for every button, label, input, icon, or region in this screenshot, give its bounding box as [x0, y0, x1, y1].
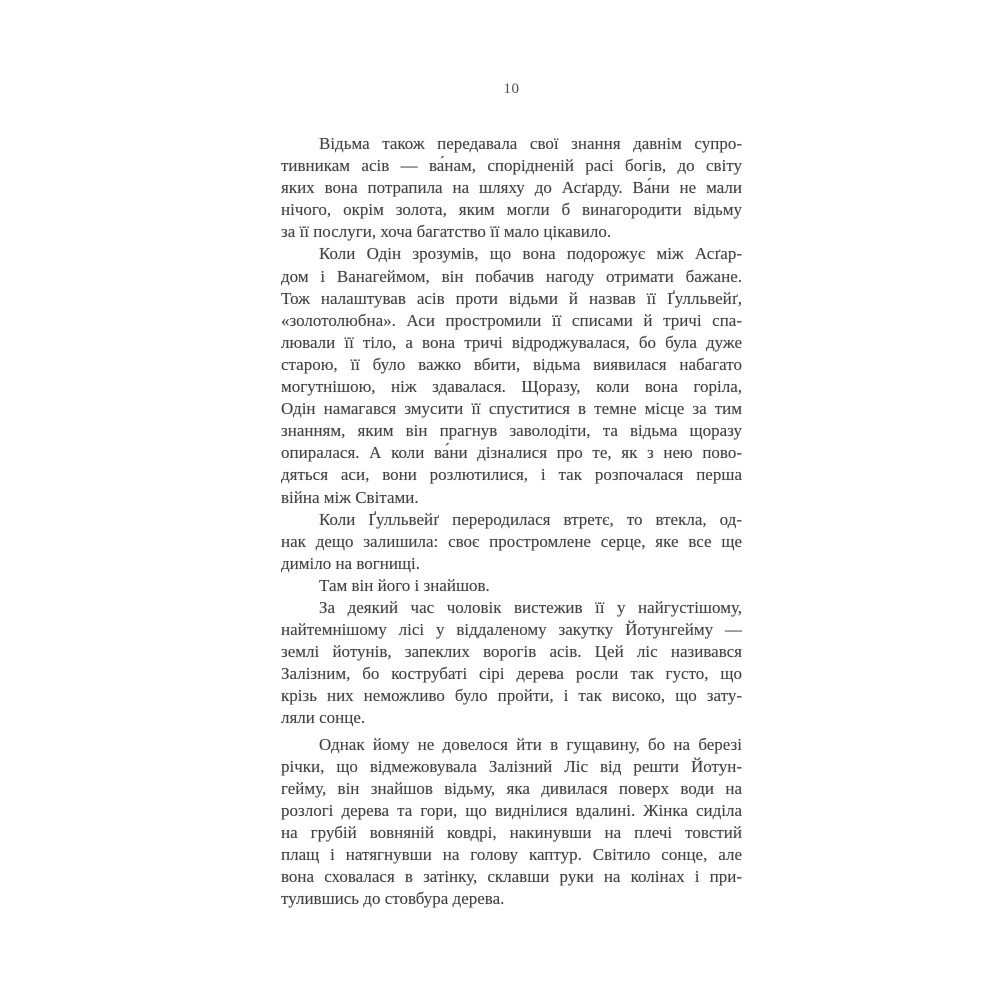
- text-line: «золотолюбна». Аси простромили її списами й тричі спа-: [281, 310, 742, 330]
- text-line: Залізним, бо кострубаті сірі дерева росли так густо, що: [281, 664, 742, 684]
- text-line: дяться аси, вони розлютилися, і так розпочалася перша: [281, 465, 742, 485]
- text-line: дом і Ванагеймом, він побачив нагоду отримати бажане.: [281, 266, 742, 286]
- text-line: тивникам асів — ва́нам, спорідненій расі богів, до світу: [281, 156, 742, 176]
- text-line: лювали її тіло, а вона тричі відроджувалася, бо була дуже: [281, 332, 742, 352]
- paragraph: [281, 133, 742, 243]
- paragraph: [281, 243, 742, 508]
- text-line: знанням, яким він прагнув заволодіти, та відьма щоразу: [281, 421, 742, 441]
- text-line: землі йотунів, запеклих ворогів асів. Цей ліс називався: [281, 642, 742, 662]
- text-line: За деякий час чоловік вистежив її у найгустішому,: [319, 597, 742, 617]
- text-line: Тож налаштував асів проти відьми й назвав її Ґулльвейґ,: [281, 288, 742, 308]
- paragraph: [281, 509, 742, 575]
- text-line: могутнішою, ніж здавалася. Щоразу, коли вона горіла,: [281, 377, 742, 397]
- text-line: диміло на вогнищі.: [281, 553, 420, 573]
- text-line: війна між Світами.: [281, 487, 419, 507]
- text-line: Відьма також передавала свої знання давнім супро-: [319, 134, 742, 153]
- text-line: на грубій вовняній ковдрі, накинувши на плечі товстий: [281, 822, 742, 842]
- text-line: Коли Ґулльвейґ переродилася втретє, то втекла, од-: [319, 509, 742, 529]
- text-line: крізь них неможливо було пройти, і так високо, що зату-: [281, 686, 742, 706]
- text-line: Там він його і знайшов.: [319, 575, 490, 595]
- text-line: яких вона потрапила на шляху до Асґарду. Ва́ни не мали: [281, 178, 742, 198]
- text-line: гейму, він знайшов відьму, яка дивилася поверх води на: [281, 778, 742, 798]
- text-line: нак дещо залишила: своє простромлене серце, яке все ще: [281, 531, 742, 551]
- text-line: розлогі дерева та гори, що виднілися вдалині. Жінка сиділа: [281, 800, 742, 820]
- paragraph: [281, 597, 742, 730]
- page-number: 10: [503, 81, 520, 97]
- text-line: плащ і натягнувши на голову каптур. Світило сонце, але: [281, 845, 742, 864]
- paragraph: [281, 734, 742, 911]
- text-line: Коли Одін зрозумів, що вона подорожує між Асґар-: [319, 244, 742, 264]
- text-line: найтемнішому лісі у віддаленому закутку Йотунгейму —: [281, 620, 742, 640]
- text-line: нічого, окрім золота, яким могли б винагородити відьму: [281, 200, 742, 220]
- text-line: річки, що відмежовувала Залізний Ліс від решти Йотун-: [281, 756, 742, 776]
- text-block: [281, 133, 742, 910]
- text-line: опиралася. А коли ва́ни дізналися про те, як з нею пово-: [281, 443, 742, 463]
- text-line: Однак йому не довелося йти в гущавину, бо на березі: [319, 734, 742, 754]
- text-line: за її послуги, хоча багатство її мало цікавило.: [281, 222, 612, 242]
- text-line: старою, її було важко вбити, відьма виявилася набагато: [281, 354, 742, 374]
- text-line: тулившись до стовбура дерева.: [281, 889, 505, 909]
- text-line: ляли сонце.: [281, 708, 366, 728]
- text-line: Одін намагався змусити її спуститися в темне місце за тим: [281, 399, 742, 419]
- paragraph: [281, 575, 742, 597]
- text-line: вона сховалася в затінку, склавши руки на колінах і при-: [281, 867, 742, 887]
